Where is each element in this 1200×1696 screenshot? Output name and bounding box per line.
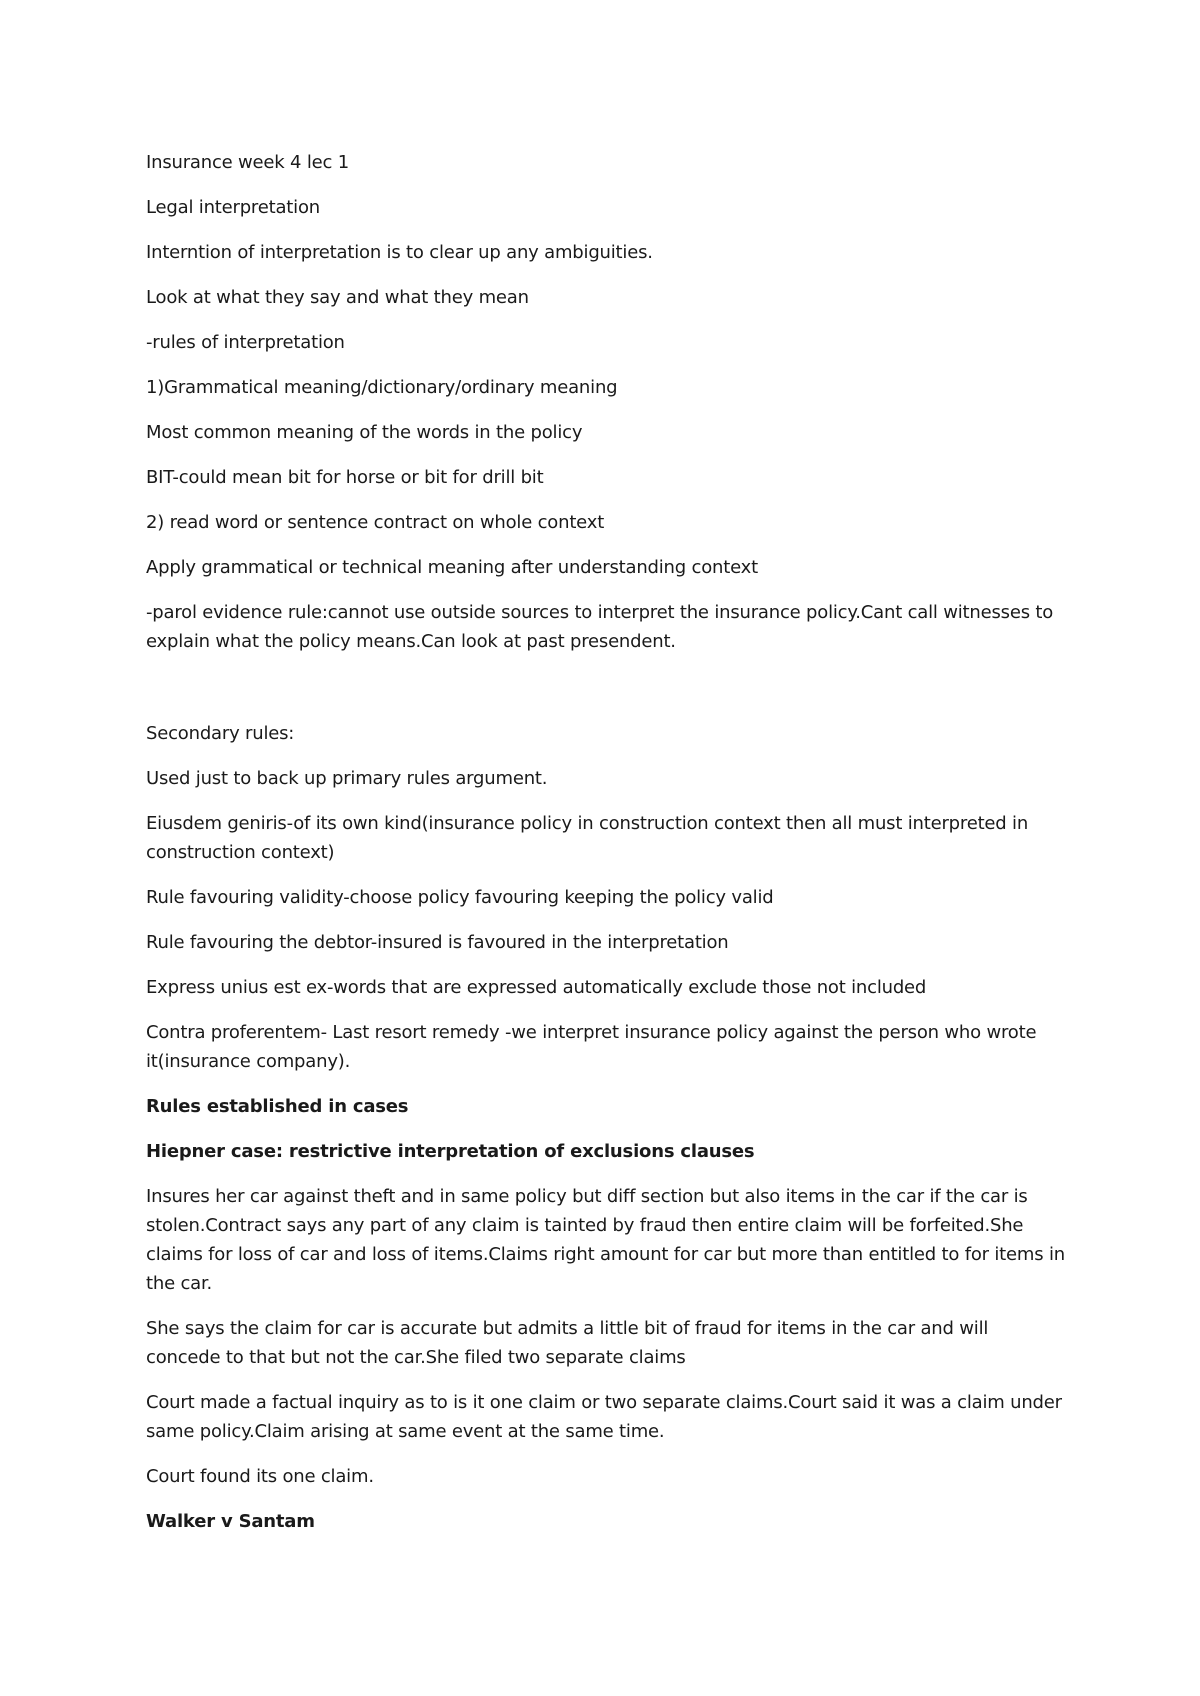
paragraph: Insures her car against theft and in same policy but diff section but also items in the car if the car is stolen.Contract says any part of any claim is tainted by fraud then entire claim will be forfeited.She claims for loss of car and loss of items.Claims right amount for car but more than entitled to for items in the car. <box>146 1186 1065 1294</box>
paragraph: Rule favouring the debtor-insured is favoured in the interpretation <box>146 932 729 953</box>
paragraph: Contra proferentem- Last resort remedy -we interpret insurance policy against the person who wrote it(insurance company). <box>146 1022 1037 1072</box>
paragraph: Interntion of interpretation is to clear up any ambiguities. <box>146 242 653 263</box>
paragraph: Court made a factual inquiry as to is it one claim or two separate claims.Court said it was a claim under same policy.Claim arising at same event at the same time. <box>146 1392 1062 1442</box>
paragraph: 1)Grammatical meaning/dictionary/ordinary meaning <box>146 377 618 398</box>
paragraph: Eiusdem geniris-of its own kind(insurance policy in construction context then all must interpreted in construction context) <box>146 813 1029 863</box>
paragraph: 2) read word or sentence contract on whole context <box>146 512 605 533</box>
document-body <box>146 148 1066 1552</box>
doc-title: Insurance week 4 lec 1 <box>146 152 349 173</box>
paragraph: Court found its one claim. <box>146 1466 374 1487</box>
case-heading: Walker v Santam <box>146 1511 315 1532</box>
paragraph: Most common meaning of the words in the policy <box>146 422 583 443</box>
case-heading: Hiepner case: restrictive interpretation of exclusions clauses <box>146 1141 755 1162</box>
paragraph: Express unius est ex-words that are expressed automatically exclude those not included <box>146 977 927 998</box>
blank-line <box>146 672 1066 719</box>
paragraph: She says the claim for car is accurate but admits a little bit of fraud for items in the car and will concede to that but not the car.She filed two separate claims <box>146 1318 989 1368</box>
paragraph: Rule favouring validity-choose policy favouring keeping the policy valid <box>146 887 774 908</box>
paragraph: -rules of interpretation <box>146 332 345 353</box>
paragraph: Used just to back up primary rules argument. <box>146 768 548 789</box>
paragraph: Apply grammatical or technical meaning after understanding context <box>146 557 758 578</box>
paragraph: Look at what they say and what they mean <box>146 287 529 308</box>
paragraph: Legal interpretation <box>146 197 320 218</box>
section-heading: Rules established in cases <box>146 1096 409 1117</box>
paragraph: BIT-could mean bit for horse or bit for drill bit <box>146 467 544 488</box>
section-label: Secondary rules: <box>146 723 295 744</box>
paragraph: -parol evidence rule:cannot use outside sources to interpret the insurance policy.Cant call witnesses to explain what the policy means.Can look at past presendent. <box>146 602 1054 652</box>
